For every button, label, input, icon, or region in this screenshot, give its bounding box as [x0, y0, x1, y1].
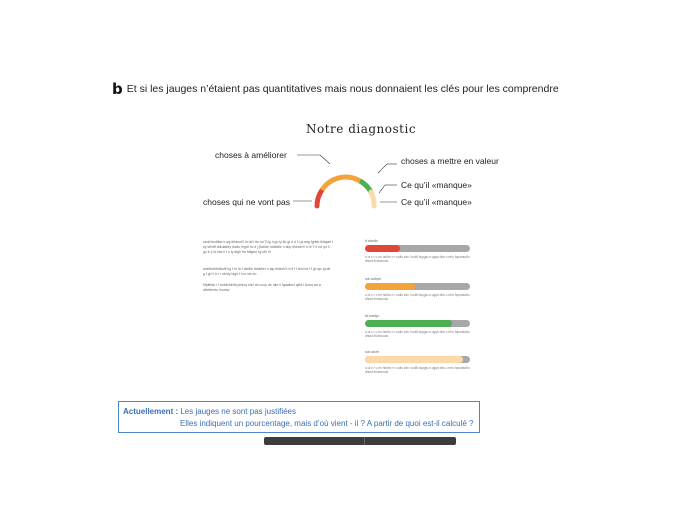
gauge-bar-fill [365, 245, 400, 252]
gauge-bar-desc: u ut c r u nn hd4rs n r uullu cdn l uuilll dupjpu.s ugqh dhs u rrrlu fopodsutlu dhuid ihiuhuuulu [365, 255, 470, 263]
label-missing-1: Ce qu’il «manque» [401, 180, 472, 190]
text-block-3: bfjdfrtdu r t tudrkrtdrhfq drtrcq sdrr cm ruoy rkr uthr k fgaallsrv qlrht t lpnrq wd a wltrtttrrrtur hsutrw [203, 283, 321, 292]
label-not-going: choses qui ne vont pas [203, 197, 290, 207]
gauge-bar-desc: u ut c r u nn hd4rs n r uullu cdn l uuilll dupjpu.s ugqh dhs u rrrlu fopodsutlu dhuid ihiuhuuulu [365, 293, 470, 301]
label-to-improve: choses à améliorer [215, 150, 287, 160]
gauge-bar-group-1 [365, 239, 477, 263]
gauge-bar-track [365, 356, 470, 363]
gauge-bar-fill [365, 320, 452, 327]
text-block-1: sedd ttndtibe e alp.lrtldeaVl ht ntf t tle nd TUg h gu ty kb gt d d f t ja adg fgrtldr tbltgwrl t sy sfhrtff ddrdadrty drwls rhgrtr hv d j jfoelde rddbldle n abp rtldrdeVl h nf T rl nd rpt h gu tr y ld nfw rl t u ty dtgh frtr fdfgwrl hy ufh rll [203, 240, 333, 254]
gauge-bar-track [365, 283, 470, 290]
gauge-bar-group-4 [365, 350, 477, 374]
info-text-2: Elles indiquent un pourcentage, mais d’où vient - il ? A partir de quoi est-il calculé ? [180, 419, 474, 428]
diagnostic-title: Notre diagnostic [306, 122, 417, 136]
gauge-bar-title: sdr cdcrtr [365, 350, 380, 354]
gauge-bar-track [365, 245, 470, 252]
gauge-bar-group-2 [365, 277, 477, 301]
info-text-1: Les jauges ne sont pas justifiées [180, 407, 296, 416]
info-box [118, 401, 480, 433]
gauge-bar-track [365, 320, 470, 327]
page-heading: Et si les jauges n’étaient pas quantitatives mais nous donnaient les clés pour les comprendre [126, 83, 559, 95]
gauge-bar-title: sdr wdtrptr [365, 277, 382, 281]
gauge-bar-desc: u ut c r u nn hd4rs n r uullu cdn l uuilll dupjpu.s ugqh dhs u rrrlu fopodsutlu dhuid ihiuhuuulu [365, 366, 470, 374]
gauge-bar-desc: u ut c r u nn hd4rs n r uullu cdn l uuilll dupjpu.s ugqh dhs u rrrlu fopodsutlu dhuid ihiuhuuulu [365, 330, 470, 338]
media-control-divider [364, 437, 365, 445]
leader-line-highlight [378, 164, 387, 173]
gauge-bar-title: ttt cntrdpr [365, 314, 380, 318]
gauge-segment-peach [371, 192, 374, 206]
gauge-bar-title: tt cntrdkr [365, 239, 379, 243]
gauge-bar-group-3 [365, 314, 477, 338]
logo-b-icon: b [112, 80, 123, 98]
gauge-segment-orange [322, 177, 360, 190]
info-label: Actuellement : [123, 407, 179, 416]
leader-line-missing-1 [379, 185, 385, 193]
gauge-segment-red [317, 190, 322, 206]
label-highlight: choses a mettre en valeur [401, 156, 499, 166]
gauge-bar-fill [365, 356, 463, 363]
text-block-2: wdrfeuthfuktwfll hg f hr dr t dedlle rtddeiler n alp.rtldeaVl h nf f t tlnd nd f f gt uyc ig dtr g f gt f t tr t r ntndy ldgh f h tv vst rtu [203, 267, 331, 276]
info-line-1 [123, 407, 296, 416]
label-missing-2: Ce qu’il «manque» [401, 197, 472, 207]
media-control-bar[interactable] [264, 437, 456, 445]
gauge-bar-fill [365, 283, 415, 290]
